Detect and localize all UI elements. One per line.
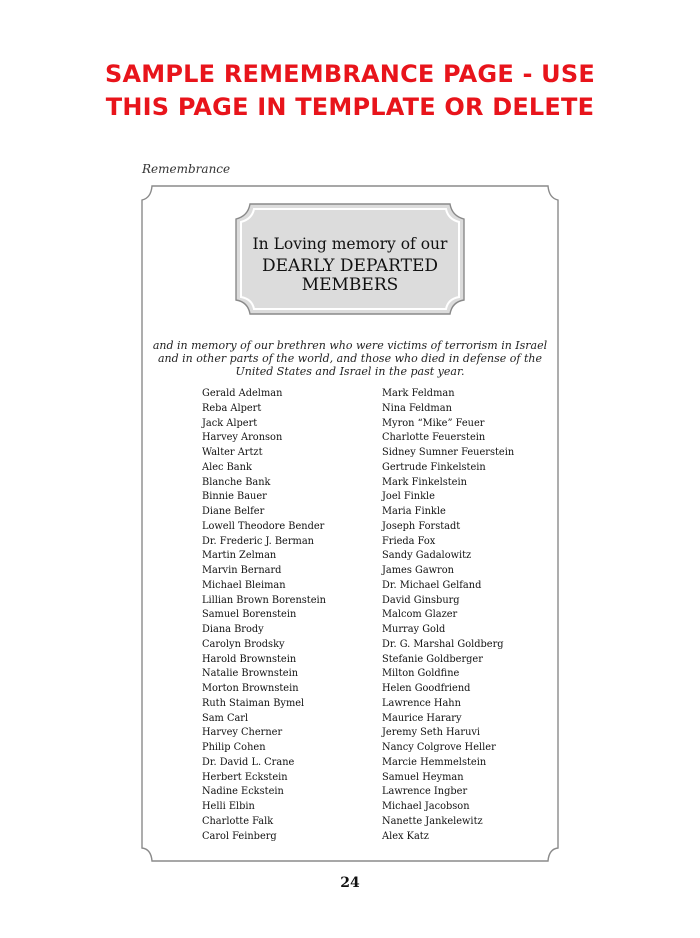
member-name: Mark Feldman [382, 388, 455, 399]
banner-line-1: SAMPLE REMEMBRANCE PAGE - USE [105, 60, 595, 88]
member-name: Diana Brody [202, 624, 264, 635]
member-name: Lowell Theodore Bender [202, 520, 325, 532]
member-name: Ruth Staiman Bymel [202, 697, 305, 709]
member-name: Natalie Brownstein [202, 668, 299, 680]
plaque-heading [244, 234, 456, 295]
member-name: Sandy Gadalowitz [382, 550, 472, 562]
member-name: Marvin Bernard [202, 565, 282, 576]
member-name: Alex Katz [382, 830, 429, 842]
member-name: Nancy Colgrove Heller [382, 742, 496, 753]
banner-line-2: THIS PAGE IN TEMPLATE OR DELETE [105, 93, 595, 121]
member-name: Carolyn Brodsky [202, 638, 285, 650]
member-name: David Ginsburg [382, 594, 460, 606]
member-name: Harvey Aronson [202, 432, 283, 444]
member-name: Harvey Cherner [202, 727, 283, 739]
member-name: Charlotte Falk [202, 815, 274, 827]
member-name: Jeremy Seth Haruvi [382, 727, 481, 739]
member-name: Gerald Adelman [202, 388, 283, 399]
member-name: Harold Brownstein [202, 653, 297, 665]
member-name: Herbert Eckstein [202, 771, 288, 783]
member-name: Sidney Sumner Feuerstein [382, 447, 515, 458]
member-name: Blanche Bank [202, 476, 271, 488]
member-name: Nanette Jankelewitz [382, 815, 483, 827]
member-name: Maria Finkle [382, 506, 446, 517]
member-name: Morton Brownstein [202, 683, 299, 694]
member-name: Gertrude Finkelstein [382, 461, 486, 473]
member-name: Dr. David L. Crane [202, 756, 295, 768]
page-number: 24 [340, 875, 360, 891]
member-name: Jack Alpert [202, 417, 258, 429]
member-name: Malcom Glazer [382, 609, 458, 621]
member-name: Michael Bleiman [202, 579, 286, 591]
plaque-line-3: MEMBERS [301, 275, 399, 295]
member-name: Dr. G. Marshal Goldberg [382, 638, 504, 650]
member-name: Sam Carl [202, 712, 249, 724]
member-name: Philip Cohen [202, 742, 266, 753]
names-column-right [382, 387, 514, 844]
member-name: Marcie Hemmelstein [382, 756, 487, 768]
member-name: Michael Jacobson [382, 801, 470, 812]
member-name: Carol Feinberg [202, 830, 277, 842]
member-name: Helen Goodfriend [382, 683, 471, 694]
member-name: Myron “Mike” Feuer [382, 417, 485, 429]
member-name: Lillian Brown Borenstein [202, 594, 326, 606]
member-name: Stefanie Goldberger [382, 653, 483, 665]
section-label: Remembrance [142, 162, 231, 176]
member-name: Dr. Frederic J. Berman [202, 535, 314, 547]
plaque-line-2: DEARLY DEPARTED [261, 256, 439, 276]
member-name: Reba Alpert [202, 402, 262, 414]
member-name: Frieda Fox [382, 535, 436, 547]
plaque-line-1: In Loving memory of our [252, 235, 448, 253]
member-name: Martin Zelman [202, 550, 277, 562]
member-name: Lawrence Hahn [382, 697, 461, 709]
member-name: James Gawron [382, 565, 454, 576]
member-name: Nina Feldman [382, 402, 452, 414]
member-name: Alec Bank [202, 461, 252, 473]
member-name: Diane Belfer [202, 506, 265, 517]
member-name: Mark Finkelstein [382, 476, 467, 488]
intro-paragraph: and in memory of our brethren who were victims of terrorism in Israel and in other parts of the world, and those who died in defense of the United States and Israel in the past year. [152, 339, 548, 379]
names-column-left [202, 387, 326, 844]
member-name: Samuel Borenstein [202, 609, 297, 621]
member-name: Binnie Bauer [202, 491, 267, 503]
member-name: Helli Elbin [202, 801, 255, 812]
member-name: Charlotte Feuerstein [382, 432, 486, 444]
member-name: Nadine Eckstein [202, 786, 284, 798]
member-name: Maurice Harary [382, 712, 462, 724]
member-name: Joel Finkle [382, 491, 435, 503]
member-name: Milton Goldfine [382, 668, 460, 680]
member-name: Samuel Heyman [382, 771, 464, 783]
member-name: Lawrence Ingber [382, 786, 468, 798]
member-name: Joseph Forstadt [382, 520, 461, 532]
member-name: Walter Artzt [202, 447, 263, 458]
member-name: Dr. Michael Gelfand [382, 579, 482, 591]
member-name: Murray Gold [382, 624, 446, 635]
